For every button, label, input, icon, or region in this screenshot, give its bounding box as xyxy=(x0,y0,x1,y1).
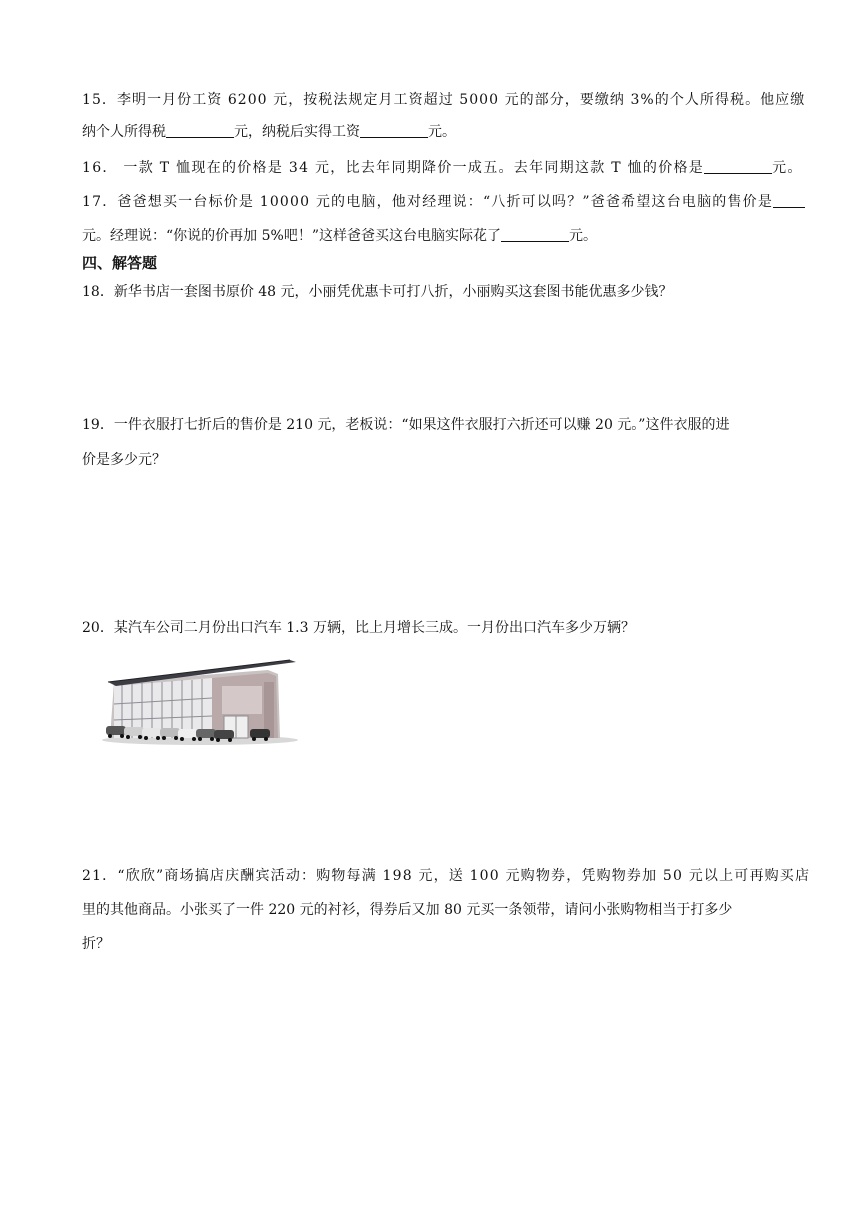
q20-line: 20．某汽车公司二月份出口汽车 1.3 万辆，比上月增长三成。一月份出口汽车多少万辆？ xyxy=(82,620,635,636)
q16-text-1: 16． 一款 T 恤现在的价格是 34 元，比去年同期降价一成五。去年同期这款 T 恤的价格是 xyxy=(82,160,705,176)
q15-line1 xyxy=(82,90,805,110)
car-dealership-illustration xyxy=(100,652,300,748)
q16-line xyxy=(82,158,803,178)
q21-line2: 里的其他商品。小张买了一件 220 元的衬衫，得券后又加 80 元买一条领带，请问小张购物相当于打多少 xyxy=(82,902,733,918)
q15-text-3: 元，纳税后实得工资 xyxy=(234,124,360,140)
q17-text-1: 17．爸爸想买一台标价是 10000 元的电脑，他对经理说：“八折可以吗？”爸爸希望这台电脑的售价是 xyxy=(82,194,774,210)
q15-text-4: 元。 xyxy=(428,124,456,140)
q16-text-2: 元。 xyxy=(772,160,803,176)
q21-line3: 折？ xyxy=(82,936,110,952)
q15-text-2: 纳个人所得税 xyxy=(82,124,166,140)
q17-text-2: 元。经理说：“你说的价再加 5%吧！”这样爸爸买这台电脑实际花了 xyxy=(82,228,501,244)
q17-line1 xyxy=(82,192,805,212)
q15-line2 xyxy=(82,122,456,142)
q19-line1: 19．一件衣服打七折后的售价是 210 元，老板说：“如果这件衣服打六折还可以赚 20 元。”这件衣服的进 xyxy=(82,417,730,433)
answer-blank[interactable] xyxy=(773,193,805,208)
q19-line2: 价是多少元？ xyxy=(82,452,166,468)
answer-blank[interactable] xyxy=(360,123,428,138)
q21-line1: 21．“欣欣”商场搞店庆酬宾活动：购物每满 198 元，送 100 元购物券，凭购物券加 50 元以上可再购买店 xyxy=(82,868,811,884)
answer-blank[interactable] xyxy=(166,123,234,138)
section-heading: 四、解答题 xyxy=(82,254,158,272)
q17-line2 xyxy=(82,226,597,246)
q18-line: 18．新华书店一套图书原价 48 元，小丽凭优惠卡可打八折，小丽购买这套图书能优惠多少钱？ xyxy=(82,284,673,300)
answer-blank[interactable] xyxy=(704,159,772,174)
answer-blank[interactable] xyxy=(501,227,569,242)
q15-text-1: 15．李明一月份工资 6200 元，按税法规定月工资超过 5000 元的部分，要缴纳 3%的个人所得税。他应缴 xyxy=(82,92,806,108)
q17-text-3: 元。 xyxy=(568,228,597,244)
